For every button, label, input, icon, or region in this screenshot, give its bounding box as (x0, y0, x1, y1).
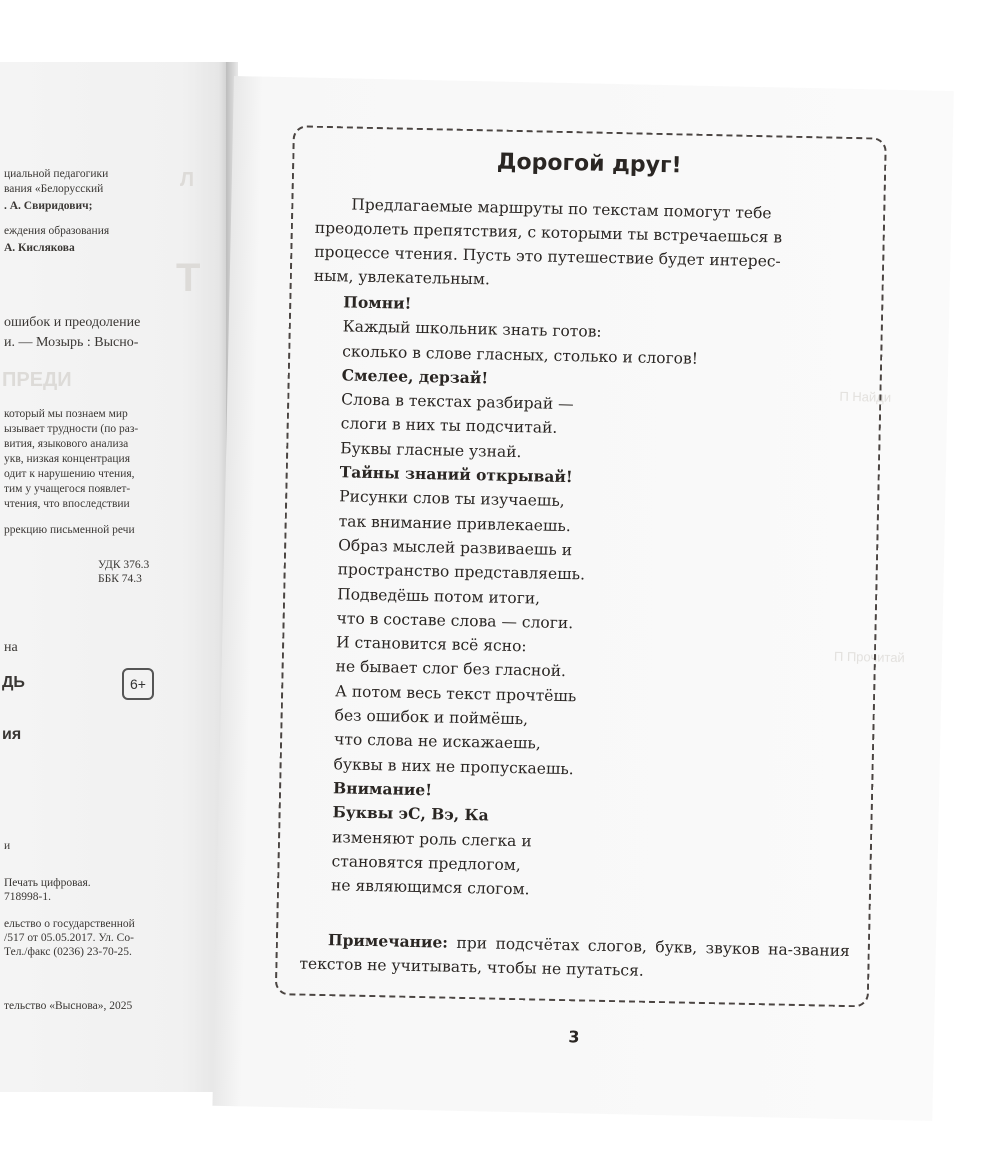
intro-line: процессе чтения. Пусть это путешествие будет интерес- (314, 242, 781, 271)
verse-block (331, 290, 854, 908)
left-text-line: 718998-1. (4, 891, 51, 903)
left-text-line: . А. Свиридович; (4, 200, 93, 212)
page-title: Дорогой друг! (496, 149, 682, 179)
intro-line: преодолеть препятствия, с которыми ты встречаешься в (314, 218, 783, 247)
page-number: 3 (568, 1027, 580, 1047)
udk-code: УДК 376.3 (98, 559, 150, 571)
left-text-line: ельство о государственной (4, 918, 135, 930)
left-text-line: еждения образования (4, 225, 110, 237)
left-text-line: и (4, 840, 11, 852)
note-label: Примечание: (327, 930, 449, 952)
left-text-line: А. Кислякова (4, 242, 75, 254)
left-text-line: тельство «Выснова», 2025 (4, 1000, 133, 1012)
dashed-text-frame (275, 125, 887, 1007)
left-text-line: чтения, что впоследствии (4, 498, 130, 510)
intro-paragraph (314, 192, 866, 299)
left-text-line: Печать цифровая. (4, 877, 91, 889)
verse-line: Рисунки слов ты изучаешь, (339, 487, 565, 511)
verse-heading: Тайны знаний открывай! (339, 462, 573, 487)
verse-line: так внимание привлекаешь. (338, 511, 571, 535)
left-text-line: укв, низкая концентрация (4, 453, 130, 465)
age-rating-badge: 6+ (122, 668, 154, 700)
verse-line: Слова в текстах разбирай — (341, 390, 574, 414)
verse-line: без ошибок и поймёшь, (334, 706, 529, 729)
verse-line: А потом весь текст прочтёшь (334, 682, 577, 706)
verse-line: сколько в слове гласных, столько и слогов! (342, 341, 699, 368)
left-text-line: тим у учащегося появлет- (4, 483, 131, 495)
left-text-line: вития, языкового анализа (4, 438, 129, 450)
verse-line: изменяют роль слегка и (331, 827, 532, 850)
verse-line: Каждый школьник знать готов: (342, 317, 602, 342)
verse-heading: Помни! (343, 292, 412, 313)
left-text-line: /517 от 05.05.2017. Ул. Со- (4, 932, 134, 944)
note-text: при подсчётах слогов, букв, звуков на-звания текстов не учитывать, чтобы не путаться. (299, 933, 850, 980)
show-through-text: П Прочитай (833, 648, 905, 666)
intro-line: Предлагаемые маршруты по текстам помогут тебе (351, 195, 772, 223)
verse-line: не бывает слог без гласной. (335, 657, 567, 681)
note-paragraph (299, 928, 850, 988)
verse-line: Буквы гласные узнай. (340, 439, 522, 461)
intro-line: ным, увлекательным. (313, 266, 491, 289)
verse-line: буквы в них не пропускаешь. (333, 754, 574, 778)
left-ghost-title: Л (180, 169, 195, 191)
verse-line: пространство представляешь. (337, 560, 586, 584)
left-text-line: который мы познаем мир (4, 408, 128, 420)
verse-heading: Внимание! (332, 778, 433, 800)
left-text-line: на (4, 640, 18, 655)
show-through-text: П Найди (839, 388, 892, 405)
left-ghost-letter: Т (176, 256, 201, 300)
left-page (0, 62, 228, 1092)
verse-line: слоги в них ты подсчитай. (340, 414, 558, 438)
verse-heading: Буквы эС, Вэ, Ка (332, 802, 489, 825)
verse-line: Образ мыслей развиваешь и (338, 536, 573, 560)
right-page (212, 76, 953, 1121)
left-text-line: ДЬ (2, 674, 25, 691)
verse-line: что в составе слова — слоги. (336, 609, 574, 633)
verse-line: И становится всё ясно: (335, 633, 527, 656)
left-ghost-heading: ПРЕДИ (2, 369, 72, 391)
left-text-line: ызывает трудности (по раз- (4, 423, 139, 435)
verse-line: становятся предлогом, (331, 852, 521, 875)
bbk-code: ББК 74.3 (98, 573, 142, 585)
left-text-line: Тел./факс (0236) 23-70-25. (4, 946, 132, 958)
verse-line: что слова не искажаешь, (333, 730, 541, 753)
left-text-line: циальной педагогики (4, 168, 109, 180)
left-text-line: вания «Белорусский (4, 183, 104, 195)
left-text-line: одит к нарушению чтения, (4, 468, 135, 480)
verse-line: не являющимся слогом. (330, 876, 530, 899)
left-text-line: ррекцию письменной речи (4, 524, 135, 536)
verse-line: Подведёшь потом итоги, (336, 584, 541, 608)
left-text-line: и. — Мозырь : Выcно- (4, 335, 139, 350)
left-text-line: ия (2, 726, 22, 743)
verse-heading: Смелее, дерзай! (341, 365, 489, 388)
left-text-line: ошибок и преодоление (4, 315, 141, 330)
